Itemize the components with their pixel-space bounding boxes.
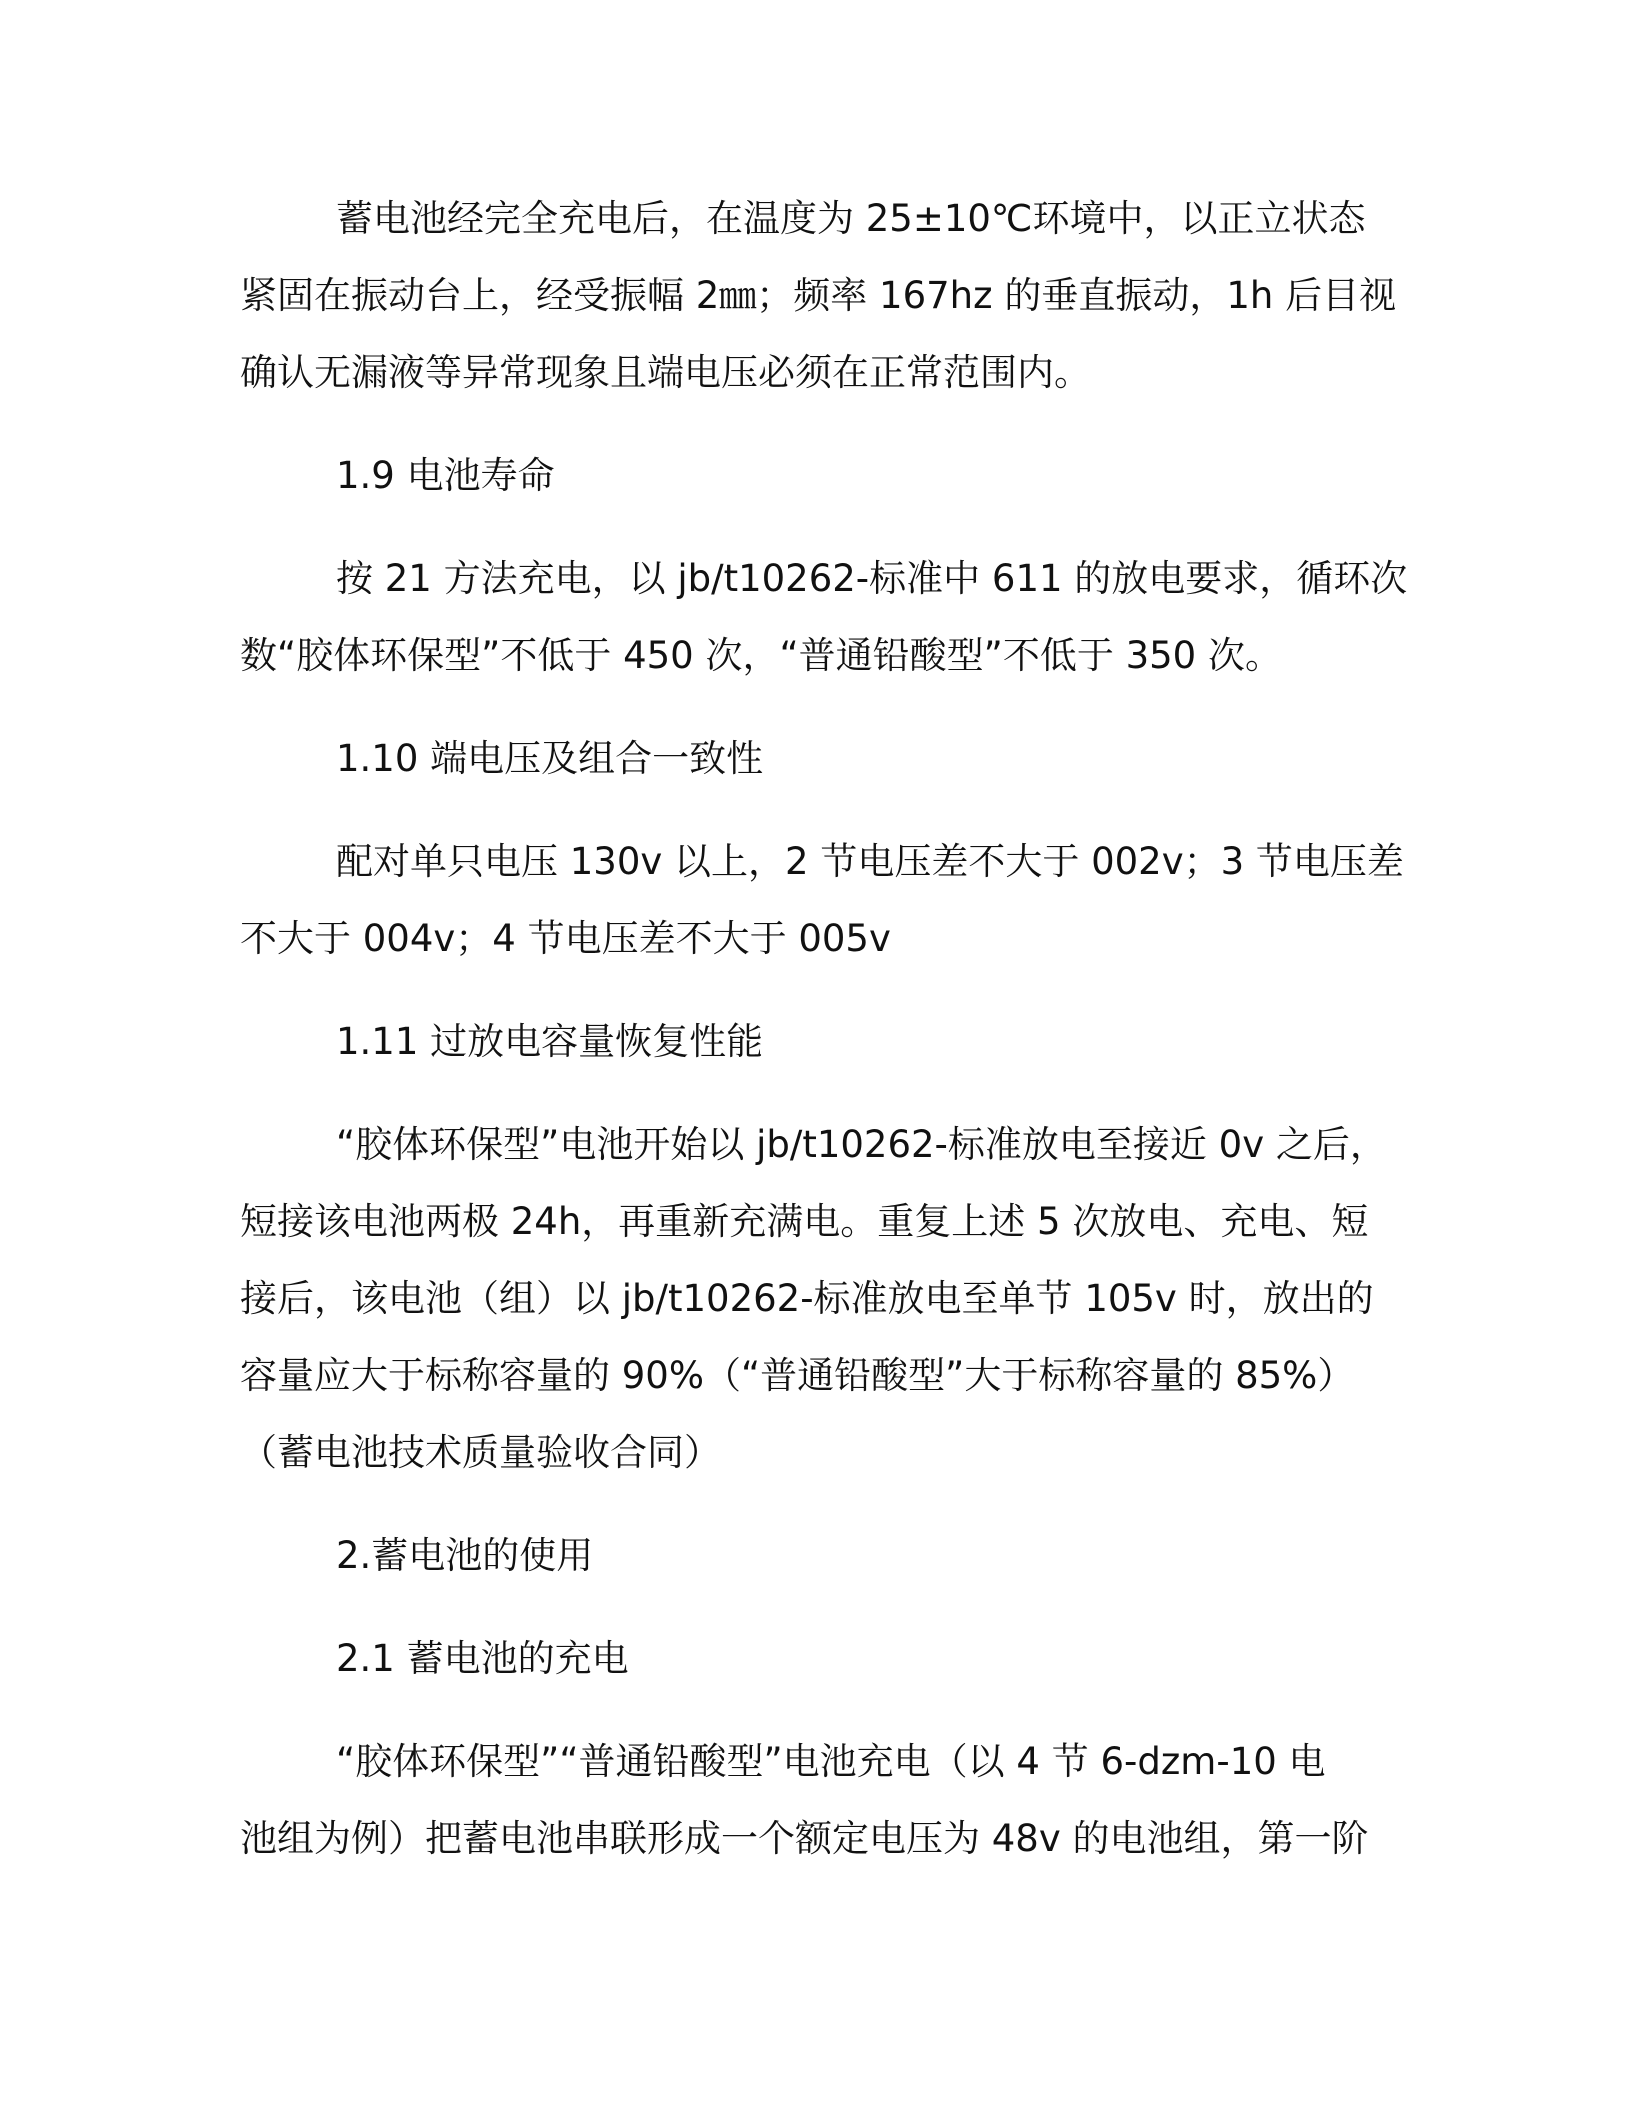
text-line: 接后，该电池（组）以 jb/t10262-标准放电至单节 105v 时，放出的 <box>240 1277 1374 1320</box>
section-heading-1-11: 1.11 过放电容量恢复性能 <box>336 1020 764 1063</box>
section-heading-2-1: 2.1 蓄电池的充电 <box>336 1637 629 1680</box>
text-line: 不大于 004v；4 节电压差不大于 005v <box>240 917 891 960</box>
text-line: 蓄电池经完全充电后，在温度为 25±10℃环境中，以正立状态 <box>336 197 1366 240</box>
text-line: 池组为例）把蓄电池串联形成一个额定电压为 48v 的电池组，第一阶 <box>240 1817 1369 1860</box>
text-line: 按 21 方法充电，以 jb/t10262-标准中 611 的放电要求，循环次 <box>336 557 1408 600</box>
text-line: “胶体环保型”“普通铅酸型”电池充电（以 4 节 6-dzm-10 电 <box>336 1740 1326 1783</box>
paragraph-vibration-test <box>240 180 1400 411</box>
section-heading-2: 2.蓄电池的使用 <box>336 1534 594 1577</box>
text-line: 确认无漏液等异常现象且端电压必须在正常范围内。 <box>240 351 1091 394</box>
paragraph-battery-life <box>240 540 1408 694</box>
text-line: “胶体环保型”电池开始以 jb/t10262-标准放电至接近 0v 之后， <box>336 1123 1387 1166</box>
text-line: 配对单只电压 130v 以上，2 节电压差不大于 002v；3 节电压差 <box>336 840 1404 883</box>
text-line: 短接该电池两极 24h，再重新充满电。重复上述 5 次放电、充电、短 <box>240 1200 1369 1243</box>
document-body <box>240 180 1408 1903</box>
text-line: （蓄电池技术质量验收合同） <box>240 1431 721 1474</box>
paragraph-charging <box>240 1723 1400 1877</box>
paragraph-over-discharge <box>240 1106 1400 1491</box>
text-line: 数“胶体环保型”不低于 450 次，“普通铅酸型”不低于 350 次。 <box>240 634 1282 677</box>
text-line: 容量应大于标称容量的 90%（“普通铅酸型”大于标称容量的 85%） <box>240 1354 1355 1397</box>
paragraph-voltage-consistency <box>240 823 1404 977</box>
text-line: 紧固在振动台上，经受振幅 2㎜；频率 167hz 的垂直振动，1h 后目视 <box>240 274 1397 317</box>
section-heading-1-10: 1.10 端电压及组合一致性 <box>336 737 764 780</box>
section-heading-1-9: 1.9 电池寿命 <box>336 454 555 497</box>
